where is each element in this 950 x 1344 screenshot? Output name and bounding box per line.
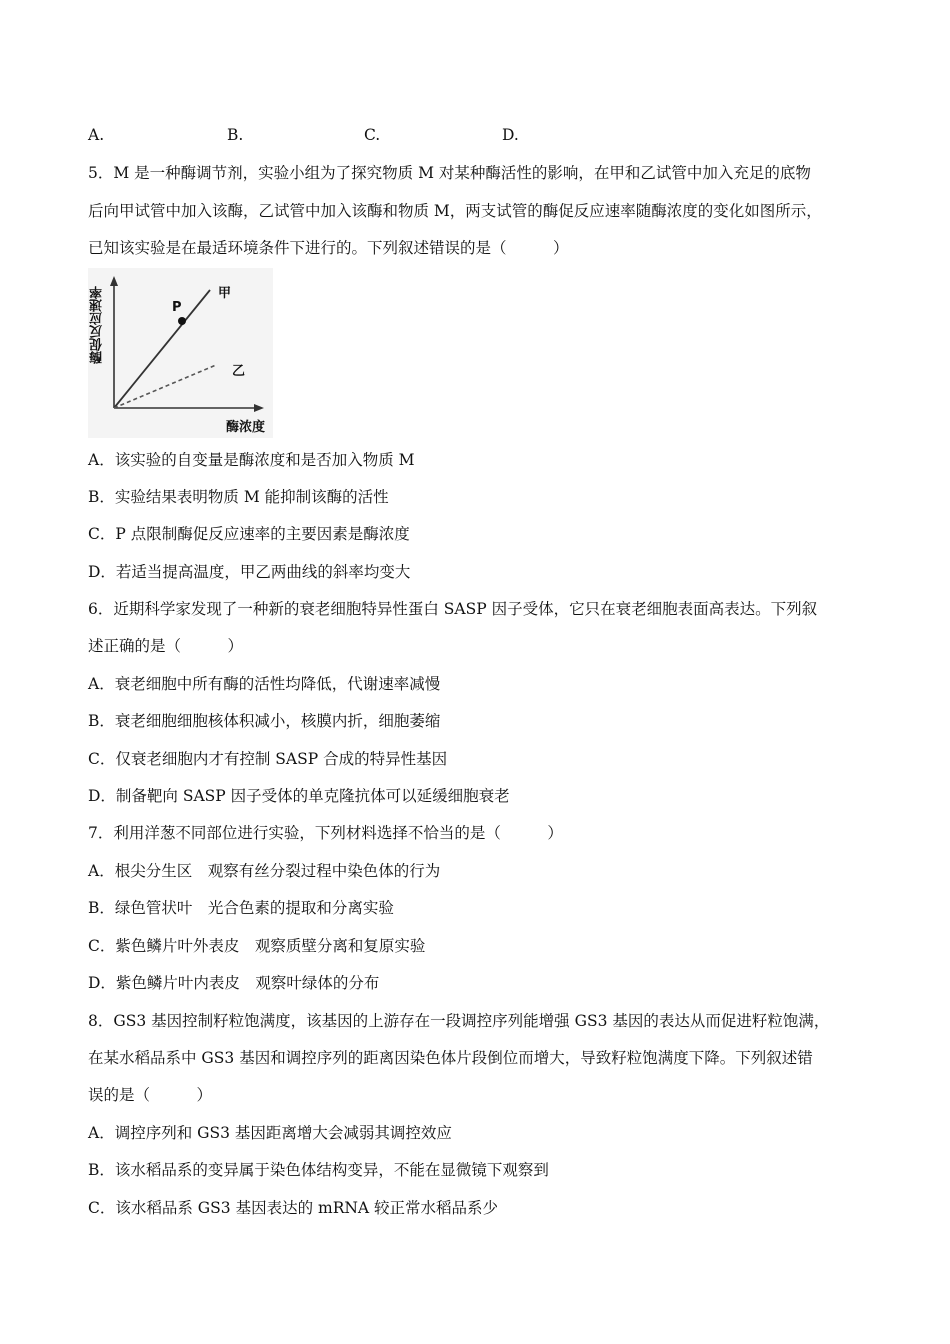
q8-option-a: A．调控序列和 GS3 基因距离增大会减弱其调控效应	[88, 1124, 452, 1142]
q6-option-d: D．制备靶向 SASP 因子受体的单克隆抗体可以延缓细胞衰老	[88, 787, 510, 805]
q7-option-a: A．根尖分生区 观察有丝分裂过程中染色体的行为	[88, 862, 441, 880]
q5-figure	[88, 268, 273, 438]
q7-option-c: C．紫色鳞片叶外表皮 观察质壁分离和复原实验	[88, 937, 426, 955]
q8-stem-line-2: 在某水稻品系中 GS3 基因和调控序列的距离因染色体片段倒位而增大，导致籽粒饱满度下降。下列叙述错	[88, 1049, 813, 1067]
point-p	[178, 317, 186, 325]
y-axis-label: 酶促反应速率	[90, 286, 105, 364]
q8-stem-line-1: 8．GS3 基因控制籽粒饱满度，该基因的上游存在一段调控序列能增强 GS3 基因的表达从而促进籽粒饱满，	[88, 1012, 830, 1030]
q5-option-c: C．P 点限制酶促反应速率的主要因素是酶浓度	[88, 525, 410, 543]
prev-option-d: D.	[502, 126, 519, 144]
q6-stem-line-2: 述正确的是（ ）	[88, 637, 244, 655]
q5-stem-line-2: 后向甲试管中加入该酶，乙试管中加入该酶和物质 M，两支试管的酶促反应速率随酶浓度的变化如图所示，	[88, 202, 822, 220]
q7-stem: 7．利用洋葱不同部位进行实验，下列材料选择不恰当的是（ ）	[88, 824, 563, 842]
x-axis-label: 酶浓度	[226, 420, 266, 435]
q6-option-b: B．衰老细胞细胞核体积减小，核膜内折，细胞萎缩	[88, 712, 441, 730]
prev-option-a: A.	[88, 126, 105, 144]
line-jia-label: 甲	[218, 286, 232, 301]
line-yi-label: 乙	[232, 364, 246, 379]
q5-stem-line-1: 5．M 是一种酶调节剂，实验小组为了探究物质 M 对某种酶活性的影响，在甲和乙试管中加入充足的底物	[88, 164, 811, 182]
x-axis-arrow	[254, 404, 264, 412]
point-p-label: P	[172, 300, 182, 315]
q6-option-a: A．衰老细胞中所有酶的活性均降低，代谢速率减慢	[88, 675, 441, 693]
q5-graph	[88, 268, 273, 438]
y-axis-arrow	[110, 276, 118, 286]
q5-option-d: D．若适当提高温度，甲乙两曲线的斜率均变大	[88, 563, 411, 581]
q5-option-a: A．该实验的自变量是酶浓度和是否加入物质 M	[88, 451, 415, 469]
q7-option-b: B．绿色管状叶 光合色素的提取和分离实验	[88, 899, 394, 917]
q5-stem-line-3: 已知该实验是在最适环境条件下进行的。下列叙述错误的是（ ）	[88, 239, 569, 257]
line-jia	[114, 290, 210, 408]
q8-option-b: B．该水稻品系的变异属于染色体结构变异，不能在显微镜下观察到	[88, 1161, 549, 1179]
q6-stem-line-1: 6．近期科学家发现了一种新的衰老细胞特异性蛋白 SASP 因子受体，它只在衰老细胞表面高表达。下列叙	[88, 600, 818, 618]
q5-option-b: B．实验结果表明物质 M 能抑制该酶的活性	[88, 488, 389, 506]
line-yi	[114, 365, 216, 408]
prev-option-b: B.	[227, 126, 244, 144]
q6-option-c: C．仅衰老细胞内才有控制 SASP 合成的特异性基因	[88, 750, 448, 768]
q8-stem-line-3: 误的是（ ）	[88, 1086, 213, 1104]
q7-option-d: D．紫色鳞片叶内表皮 观察叶绿体的分布	[88, 974, 380, 992]
prev-option-c: C.	[364, 126, 381, 144]
q8-option-c: C．该水稻品系 GS3 基因表达的 mRNA 较正常水稻品系少	[88, 1199, 499, 1217]
